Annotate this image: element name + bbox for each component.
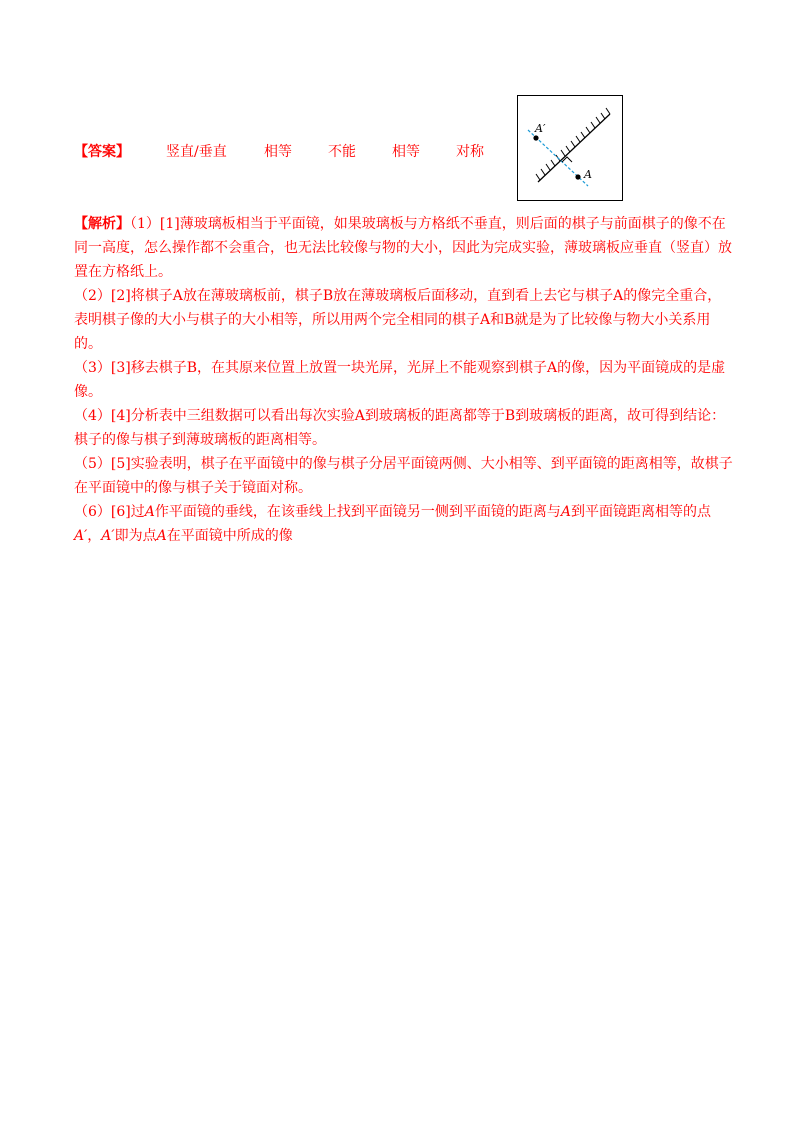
p6-var-a-prime: A′ [101,528,115,544]
p6-seg-1: （6）[6]过 [74,504,145,520]
mirror-diagram-svg [518,96,622,200]
analysis-paragraph-2: （2）[2]将棋子A放在薄玻璃板前，棋子B放在薄玻璃板后面移动，直到看上去它与棋子A的像完全重合，表明棋子像的大小与棋子的大小相等，所以用两个完全相同的棋子A和B就是为了比较像与物大小关系用的。 [74,288,722,352]
analysis-paragraph-4: （4）[4]分析表中三组数据可以看出每次实验A到玻璃板的距离都等于B到玻璃板的距离，故可得到结论：棋子的像与棋子到薄玻璃板的距离相等。 [74,408,726,448]
answer-blank-1: 竖直/垂直 [166,144,227,160]
analysis-paragraph-5: （5）[5]实验表明，棋子在平面镜中的像与棋子分居平面镜两侧、大小相等、到平面镜的距离相等，故棋子在平面镜中的像与棋子关于镜面对称。 [74,456,733,496]
mirror-line [538,114,610,182]
analysis-paragraph-1 [74,212,734,284]
answer-blank-3: 不能 [328,144,356,160]
mirror-diagram [517,95,623,201]
p6-seg-4: ， [87,528,102,544]
p6-seg-3: 到平面镜距离相等的点 [571,504,711,520]
point-a-prime [533,135,538,140]
p6-seg-6: 在平面镜中所成的像 [166,528,293,544]
p6-var-a-prime: A′ [74,528,88,544]
analysis-section [74,212,734,548]
p6-seg-5: 即为点 [114,528,157,544]
analysis-paragraph-6 [74,500,734,548]
answer-blank-5: 对称 [456,144,484,160]
analysis-label: 【解析】 [74,216,130,232]
p6-seg-2: 作平面镜的垂线，在该垂线上找到平面镜另一侧到平面镜的距离与 [154,504,561,520]
answer-label: 【答案】 [74,144,130,160]
p6-var-a: A [560,504,571,520]
label-a: A [584,168,592,181]
p6-var-a: A [156,528,167,544]
analysis-text-1: （1）[1]薄玻璃板相当于平面镜，如果玻璃板与方格纸不垂直，则后面的棋子与前面棋子的像不在同一高度，怎么操作都不会重合，也无法比较像与物的大小，因此为完成实验，薄玻璃板应垂直（竖直）放置在方格纸上。 [74,216,732,280]
point-a [575,174,580,179]
analysis-paragraph-3: （3）[3]移去棋子B，在其原来位置上放置一块光屏，光屏上不能观察到棋子A的像，因为平面镜成的是虚像。 [74,360,726,400]
answer-blank-4: 相等 [392,144,420,160]
label-a-prime: A′ [535,122,546,135]
answer-blank-2: 相等 [264,144,292,160]
p6-var-a: A [144,504,155,520]
mirror-hatching [536,108,610,180]
